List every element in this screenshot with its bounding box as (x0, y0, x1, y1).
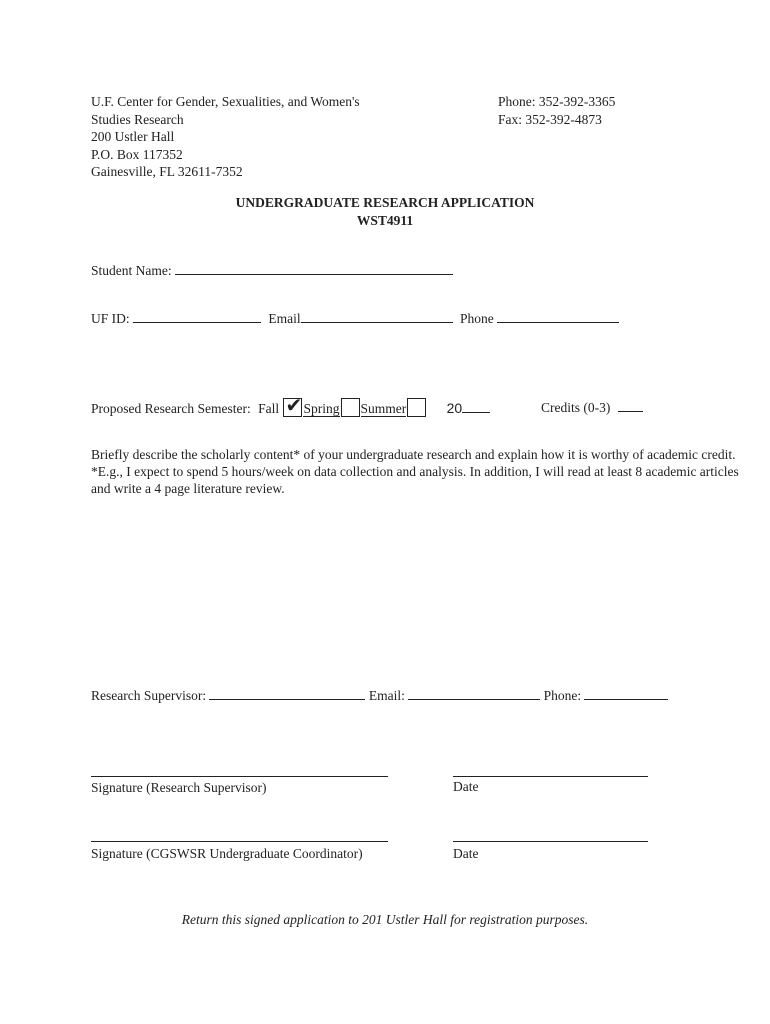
address-block (91, 93, 360, 181)
supervisor-date-label: Date (453, 779, 479, 794)
address-line: Gainesville, FL 32611-7352 (91, 164, 243, 179)
coordinator-date-line[interactable] (453, 841, 648, 842)
description-instructions: Briefly describe the scholarly content* of your undergraduate research and explain how it is worthy of academic credit. *E.g., I expect to spend 5 hours/week on data collection and analysis. In addition, I will read at least 8 academic articles and write a 4 page literature review. (91, 447, 739, 496)
credits-label: Credits (0-3) (541, 400, 611, 415)
address-line: 200 Ustler Hall (91, 129, 175, 144)
semester-row (91, 393, 490, 417)
student-name-label: Student Name: (91, 263, 172, 278)
spring-checkbox[interactable] (341, 398, 360, 417)
form-title: UNDERGRADUATE RESEARCH APPLICATION (235, 195, 535, 210)
summer-label: Summer (360, 401, 407, 416)
summer-checkbox[interactable] (407, 398, 426, 417)
year-field[interactable] (462, 398, 490, 413)
coordinator-signature-label: Signature (CGSWSR Undergraduate Coordinator) (91, 846, 363, 861)
student-name-row (91, 260, 453, 279)
credits-field[interactable] (618, 397, 643, 412)
year-prefix: 20 (446, 400, 463, 416)
supervisor-signature-line[interactable] (91, 776, 388, 777)
supervisor-label: Research Supervisor: (91, 688, 207, 703)
fall-checkbox[interactable] (283, 393, 303, 417)
fall-label: Fall (258, 401, 280, 416)
checkmark-icon: ✔ (285, 393, 303, 417)
supervisor-date-line[interactable] (453, 776, 648, 777)
id-row (91, 308, 619, 327)
coordinator-date-label: Date (453, 846, 479, 861)
supervisor-name-field[interactable] (209, 685, 365, 700)
fax-number: Fax: 352-392-4873 (498, 111, 602, 127)
phone-label: Phone (460, 311, 494, 326)
supervisor-phone-field[interactable] (584, 685, 668, 700)
description-area[interactable] (91, 500, 751, 670)
email-label: Email (268, 311, 301, 326)
return-instructions: Return this signed application to 201 Ustler Hall for registration purposes. (181, 912, 589, 927)
credits-row (541, 397, 643, 416)
supervisor-email-field[interactable] (408, 685, 540, 700)
email-field[interactable] (301, 308, 453, 323)
contact-block (498, 93, 615, 128)
phone-field[interactable] (497, 308, 619, 323)
uf-id-label: UF ID: (91, 311, 130, 326)
semester-label: Proposed Research Semester: (91, 401, 251, 416)
student-name-field[interactable] (175, 260, 453, 275)
form-code: WST4911 (356, 213, 414, 228)
coordinator-signature-line[interactable] (91, 841, 388, 842)
supervisor-email-label: Email: (368, 688, 405, 703)
address-line: Studies Research (91, 111, 184, 127)
phone-number: Phone: 352-392-3365 (498, 94, 616, 109)
address-line: P.O. Box 117352 (91, 146, 183, 162)
address-line: U.F. Center for Gender, Sexualities, and Women's (91, 94, 360, 109)
supervisor-phone-label: Phone: (543, 688, 582, 703)
supervisor-row (91, 685, 668, 704)
supervisor-signature-label: Signature (Research Supervisor) (91, 780, 267, 795)
spring-label: Spring (303, 401, 340, 416)
uf-id-field[interactable] (133, 308, 261, 323)
